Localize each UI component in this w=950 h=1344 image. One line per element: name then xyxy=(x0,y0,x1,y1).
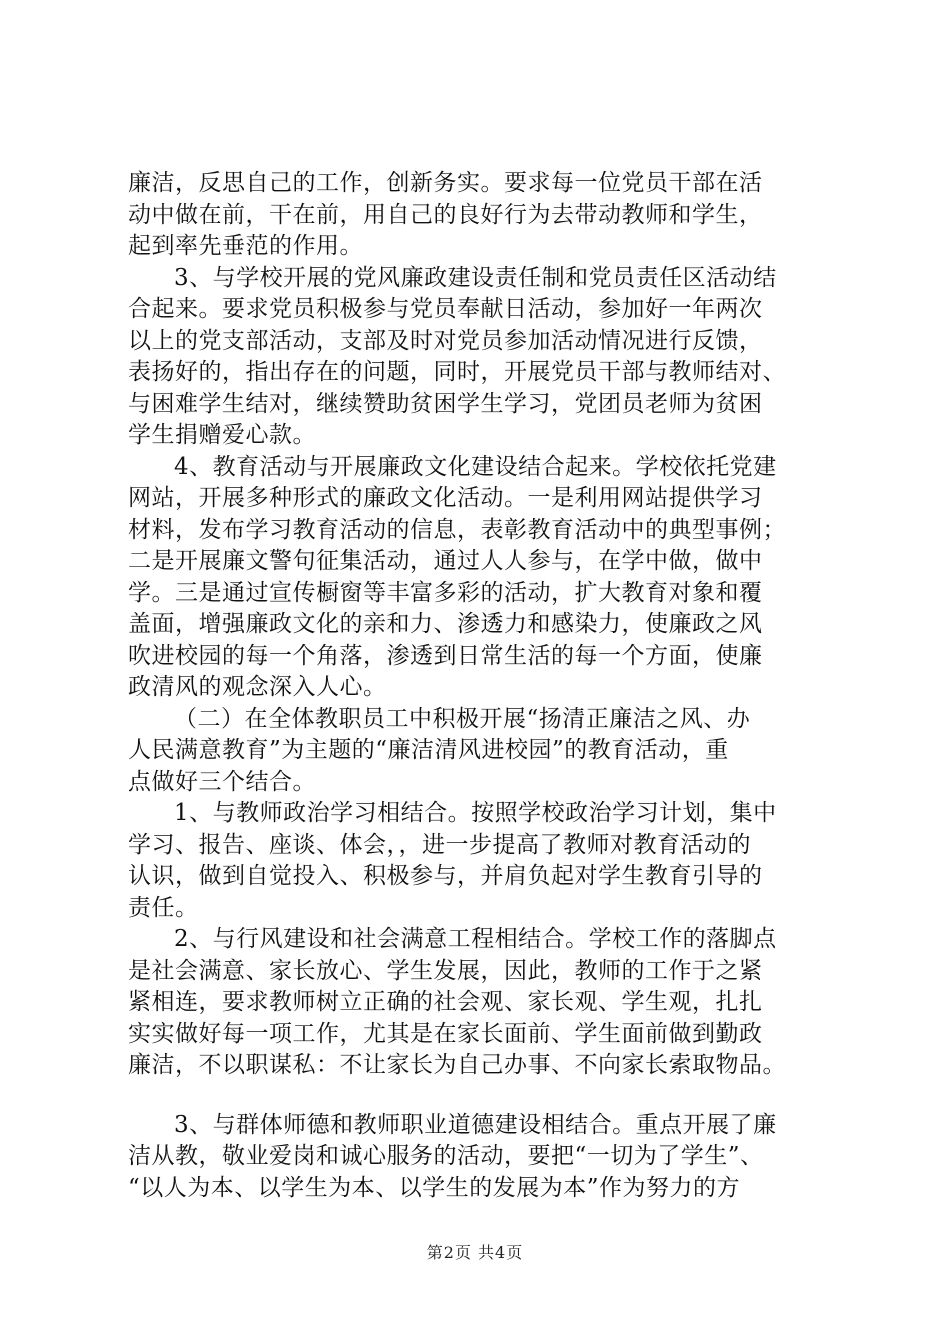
text-line: 合起来。要求党员积极参与党员奉献日活动，参加好一年两次 xyxy=(128,296,763,322)
text-line: 网站，开展多种形式的廉政文化活动。一是利用网站提供学习 xyxy=(128,485,763,511)
text-line: 责任。 xyxy=(128,894,199,921)
text-line: 廉洁，不以职谋私：不让家长为自己办事、不向家长索取物品。 xyxy=(128,1052,786,1078)
text-line: 洁从教，敬业爱岗和诚心服务的活动，要把“一切为了学生”、 xyxy=(128,1143,764,1169)
text-line: 学。三是通过宣传橱窗等丰富多彩的活动，扩大教育对象和覆 xyxy=(128,579,763,606)
text-line: 认识，做到自觉投入、积极参与，并肩负起对学生教育引导的 xyxy=(128,863,763,889)
text-line: 与困难学生结对，继续赞助贫困学生学习，党团员老师为贫困 xyxy=(128,390,763,417)
text-line: 3、与群体师德和教师职业道德建设相结合。重点开展了廉 xyxy=(174,1111,777,1138)
text-line: 紧相连，要求教师树立正确的社会观、家长观、学生观，扎扎 xyxy=(128,989,763,1015)
text-line: 点做好三个结合。 xyxy=(128,768,316,795)
text-line: 是社会满意、家长放心、学生发展，因此，教师的工作于之紧 xyxy=(128,957,763,984)
text-line: 廉洁，反思自己的工作，创新务实。要求每一位党员干部在活 xyxy=(128,170,763,196)
text-line: 表扬好的，指出存在的问题，同时，开展党员干部与教师结对、 xyxy=(128,359,786,385)
text-line: 以上的党支部活动，支部及时对党员参加活动情况进行反馈， xyxy=(128,327,763,354)
text-line: 4、教育活动与开展廉政文化建设结合起来。学校依托党建 xyxy=(174,453,777,480)
text-line: （二）在全体教职员工中积极开展“扬清正廉洁之风、办 xyxy=(174,705,751,732)
paragraph-block xyxy=(128,168,832,1082)
text-line: 3、与学校开展的党风廉政建设责任制和党员责任区活动结 xyxy=(174,264,777,291)
document-body xyxy=(128,168,832,1204)
paragraph-block-continued xyxy=(128,1110,832,1205)
page-number-footer: 第2页 共4页 xyxy=(426,1243,524,1262)
text-line: 动中做在前，干在前，用自己的良好行为去带动教师和学生， xyxy=(128,201,763,228)
text-line: “以人为本、以学生为本、以学生的发展为本”作为努力的方 xyxy=(128,1174,741,1201)
text-line: 实实做好每一项工作，尤其是在家长面前、学生面前做到勤政 xyxy=(128,1020,763,1047)
text-line: 人民满意教育”为主题的“廉洁清风进校园”的教育活动，重 xyxy=(128,737,729,763)
paragraph-gap xyxy=(128,1082,832,1110)
text-line: 材料，发布学习教育活动的信息，表彰教育活动中的典型事例； xyxy=(128,516,786,543)
text-line: 二是开展廉文警句征集活动，通过人人参与，在学中做，做中 xyxy=(128,548,763,574)
text-line: 学习、报告、座谈、体会，，进一步提高了教师对教育活动的 xyxy=(128,831,751,858)
text-line: 学生捐赠爱心款。 xyxy=(128,422,316,448)
text-line: 政清风的观念深入人心。 xyxy=(128,674,387,700)
text-line: 起到率先垂范的作用。 xyxy=(128,233,363,259)
text-line: 吹进校园的每一个角落，渗透到日常生活的每一个方面，使廉 xyxy=(128,642,763,669)
text-line: 2、与行风建设和社会满意工程相结合。学校工作的落脚点 xyxy=(174,926,777,952)
text-line: 盖面，增强廉政文化的亲和力、渗透力和感染力，使廉政之风 xyxy=(128,611,763,637)
text-line: 1、与教师政治学习相结合。按照学校政治学习计划，集中 xyxy=(174,800,777,826)
